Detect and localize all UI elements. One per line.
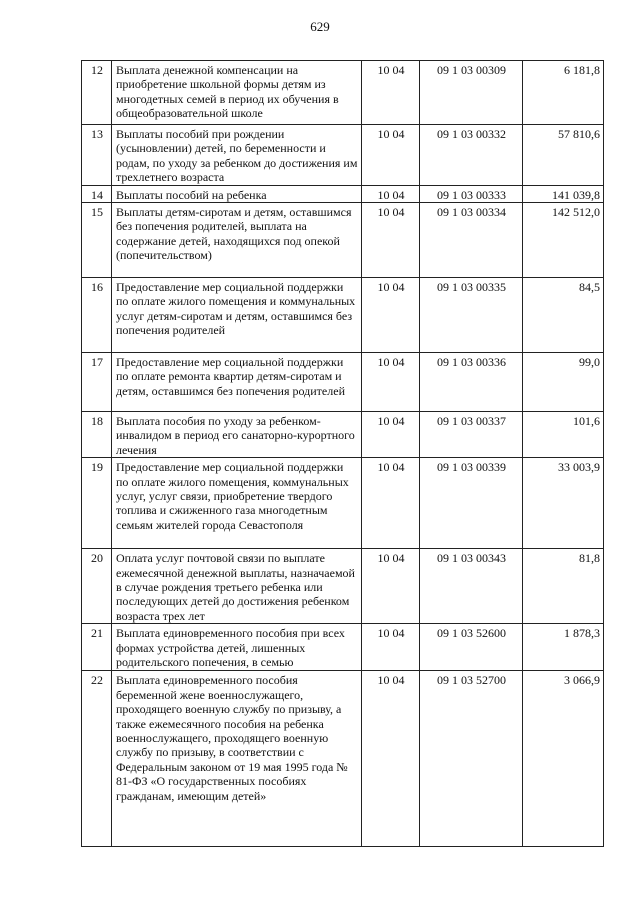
row-number: 17 <box>82 353 112 412</box>
table-row <box>82 624 604 671</box>
row-section: 10 04 <box>362 412 420 458</box>
table-row <box>82 671 604 847</box>
row-number: 18 <box>82 412 112 458</box>
row-name: Предоставление мер социальной поддержки по оплате жилого помещения, коммунальных услуг, услуг связи, приобретение твердого топлива и сжиженного газа многодетным семьям жителей города Севастополя <box>112 458 362 549</box>
row-number: 20 <box>82 549 112 624</box>
table-row <box>82 61 604 125</box>
row-section: 10 04 <box>362 624 420 671</box>
row-section: 10 04 <box>362 203 420 278</box>
row-amount: 57 810,6 <box>523 125 604 186</box>
row-code: 09 1 03 00332 <box>420 125 523 186</box>
budget-table <box>81 60 604 847</box>
row-section: 10 04 <box>362 278 420 353</box>
row-name: Выплата денежной компенсации на приобретение школьной формы детям из многодетных семей в период их обучения в общеобразовательной школе <box>112 61 362 125</box>
row-section: 10 04 <box>362 458 420 549</box>
table-row <box>82 353 604 412</box>
row-name: Выплата пособия по уходу за ребенком-инвалидом в период его санаторно-курортного лечения <box>112 412 362 458</box>
row-code: 09 1 03 00337 <box>420 412 523 458</box>
table-row <box>82 125 604 186</box>
row-amount: 142 512,0 <box>523 203 604 278</box>
row-amount: 84,5 <box>523 278 604 353</box>
row-amount: 81,8 <box>523 549 604 624</box>
row-name: Выплаты пособий при рождении (усыновлении) детей, по беременности и родам, по уходу за ребенком до достижения им трехлетнего возраста <box>112 125 362 186</box>
row-name: Выплата единовременного пособия беременной жене военнослужащего, проходящего военную службу по призыву, а также ежемесячного пособия на ребенка военнослужащего, проходящего военную службу по призыву, в соответствии с Федеральным законом от 19 мая 1995 года № 81-ФЗ «О государственных пособиях гражданам, имеющим детей» <box>112 671 362 847</box>
row-number: 14 <box>82 185 112 202</box>
row-number: 13 <box>82 125 112 186</box>
row-section: 10 04 <box>362 353 420 412</box>
row-section: 10 04 <box>362 61 420 125</box>
row-section: 10 04 <box>362 671 420 847</box>
row-code: 09 1 03 00309 <box>420 61 523 125</box>
table-row <box>82 185 604 202</box>
table-row <box>82 278 604 353</box>
row-name: Выплаты детям-сиротам и детям, оставшимся без попечения родителей, выплата на содержание детей, находящихся под опекой (попечительством) <box>112 203 362 278</box>
row-section: 10 04 <box>362 125 420 186</box>
row-code: 09 1 03 00334 <box>420 203 523 278</box>
row-name: Выплата единовременного пособия при всех формах устройства детей, лишенных родительского попечения, в семью <box>112 624 362 671</box>
table-row <box>82 458 604 549</box>
table-row <box>82 203 604 278</box>
row-number: 22 <box>82 671 112 847</box>
row-amount: 6 181,8 <box>523 61 604 125</box>
row-name: Предоставление мер социальной поддержки по оплате ремонта квартир детям-сиротам и детям, оставшимся без попечения родителей <box>112 353 362 412</box>
row-amount: 141 039,8 <box>523 185 604 202</box>
row-name: Выплаты пособий на ребенка <box>112 185 362 202</box>
table-row <box>82 549 604 624</box>
row-amount: 99,0 <box>523 353 604 412</box>
row-code: 09 1 03 52600 <box>420 624 523 671</box>
row-code: 09 1 03 00335 <box>420 278 523 353</box>
row-code: 09 1 03 52700 <box>420 671 523 847</box>
row-section: 10 04 <box>362 549 420 624</box>
row-name: Оплата услуг почтовой связи по выплате ежемесячной денежной выплаты, назначаемой в случае рождения третьего ребенка или последующих детей до достижения ребенком возраста трех лет <box>112 549 362 624</box>
row-code: 09 1 03 00343 <box>420 549 523 624</box>
row-amount: 33 003,9 <box>523 458 604 549</box>
row-code: 09 1 03 00333 <box>420 185 523 202</box>
row-amount: 101,6 <box>523 412 604 458</box>
page-number: 629 <box>310 19 330 34</box>
row-code: 09 1 03 00339 <box>420 458 523 549</box>
row-number: 21 <box>82 624 112 671</box>
row-number: 16 <box>82 278 112 353</box>
row-number: 12 <box>82 61 112 125</box>
row-number: 15 <box>82 203 112 278</box>
row-amount: 3 066,9 <box>523 671 604 847</box>
row-code: 09 1 03 00336 <box>420 353 523 412</box>
row-amount: 1 878,3 <box>523 624 604 671</box>
row-section: 10 04 <box>362 185 420 202</box>
table-row <box>82 412 604 458</box>
row-number: 19 <box>82 458 112 549</box>
row-name: Предоставление мер социальной поддержки по оплате жилого помещения и коммунальных услуг детям-сиротам и детям, оставшимся без попечения родителей <box>112 278 362 353</box>
